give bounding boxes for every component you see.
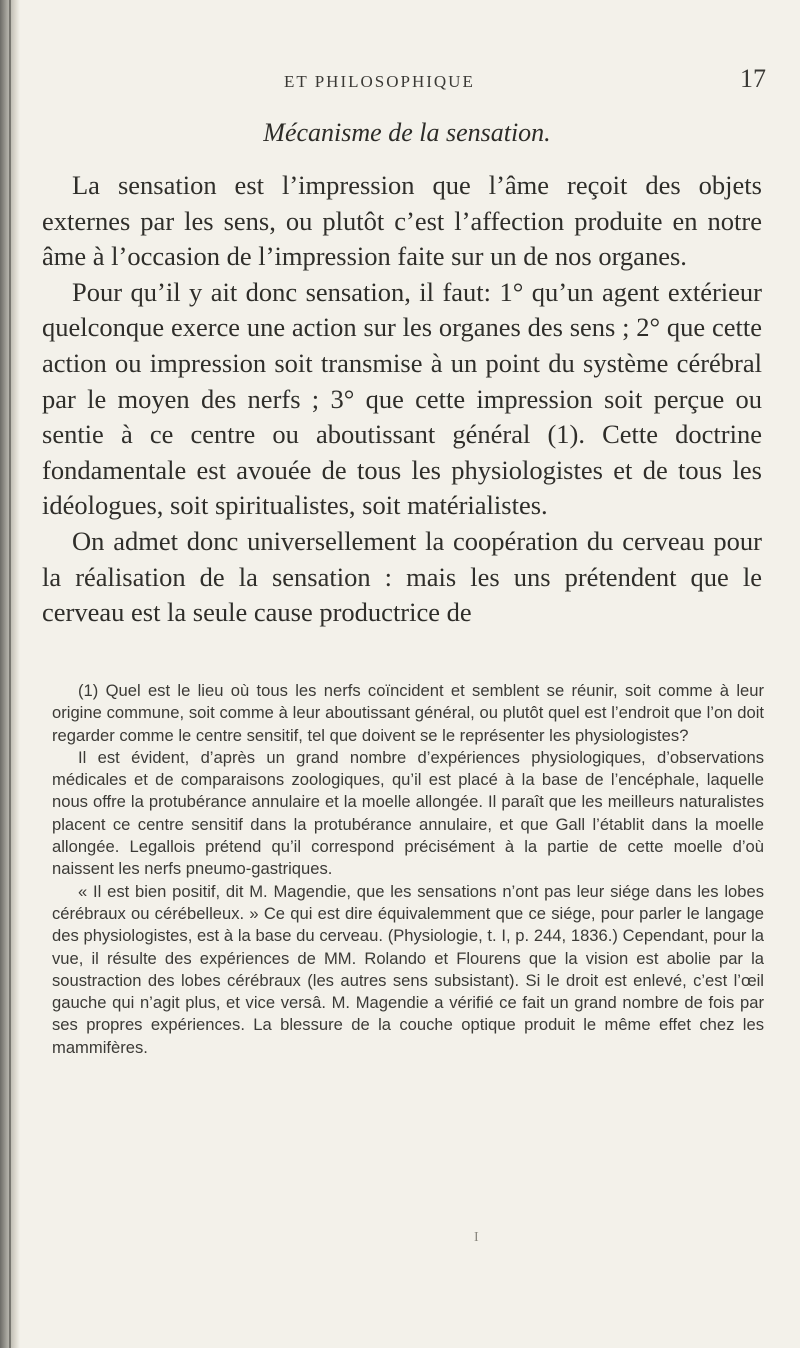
footnote-paragraph-3: « Il est bien positif, dit M. Magendie, que les sensations n’ont pas leur siége dans les lobes cérébraux ou cérébelleux. » Ce qui est dire équivalemment que ce siége, pour parler le langage des physiologistes, est à la base du cerveau. (Physiologie, t. I, p. 244, 1836.) Cependant, pour la vue, il résulte des expériences de MM. Rolando et Flourens que la vision est abolie par la soustraction des lobes cérébraux (les autres sens subsistant). Si le droit est enlevé, c’est l’œil gauche qui n’agit plus, et vice versâ. M. Magendie a vérifié ce fait un grand nombre de fois par ses propres expériences. La blessure de la couche optique produit le même effet chez les mammifères. <box>52 881 764 1057</box>
body-paragraph-2: Pour qu’il y ait donc sensation, il faut: 1° qu’un agent extérieur quelconque exerce une action sur les organes des sens ; 2° que cette action ou impression soit transmise à un point du système cérébral par le moyen des nerfs ; 3° que cette impression soit perçue ou sentie à ce centre ou aboutissant général (1). Cette doctrine fondamentale est avouée de tous les physiologistes et de tous les idéologues, soit spiritualistes, soit matérialistes. <box>42 276 762 521</box>
main-text <box>42 168 762 631</box>
body-paragraph-1: La sensation est l’impression que l’âme reçoit des objets externes par les sens, ou plutôt c’est l’affection produite en notre âme à l’occasion de l’impression faite sur un de nos organes. <box>42 170 762 272</box>
footnote-paragraph-2: Il est évident, d’après un grand nombre d’expériences physiologiques, d’observations médicales et de comparaisons zoologiques, qu’il est placé à la base de l’encéphale, laquelle nous offre la protubérance annulaire et la moelle allongée. Il paraît que les meilleurs naturalistes placent ce centre sensitif dans la protubérance annulaire, et que Gall l’établit dans la moelle allongée. Legallois prétend qu’il correspond précisément à la partie de cette moelle d’où naissent les nerfs pneumo-gastriques. <box>52 747 764 879</box>
section-title: Mécanisme de la sensation. <box>263 118 551 147</box>
binding-line <box>9 0 11 1348</box>
running-title: ET PHILOSOPHIQUE <box>284 72 475 91</box>
footnote <box>52 680 764 1059</box>
footnote-paragraph-1: (1) Quel est le lieu où tous les nerfs coïncident et semblent se réunir, soit comme à leur origine commune, soit comme à leur aboutissant général, ou plutôt quel est l’endroit que l’on doit regarder comme le centre sensitif, tel que doivent se le représenter les physiologistes? <box>52 681 764 745</box>
bottom-mark: I <box>474 1230 479 1245</box>
page-number: 17 <box>740 64 766 93</box>
book-page <box>42 0 772 1348</box>
body-paragraph-3: On admet donc universellement la coopération du cerveau pour la réalisation de la sensation : mais les uns prétendent que le cerveau est la seule cause productrice de <box>42 525 762 628</box>
running-head <box>42 64 772 94</box>
